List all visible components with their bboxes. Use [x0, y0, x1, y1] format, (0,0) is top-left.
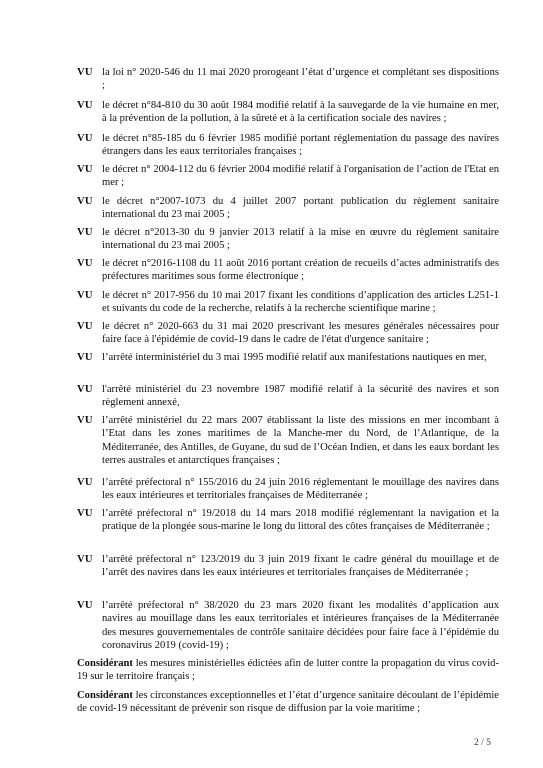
vu-item	[77, 289, 499, 316]
vu-text: le décret n°2013-30 du 9 janvier 2013 relatif à la mise en œuvre du règlement sanitaire international du 23 mai 2005 ;	[102, 227, 499, 252]
vu-item	[77, 132, 499, 159]
vu-item	[77, 226, 499, 253]
considerant-item	[77, 657, 499, 684]
vu-item	[77, 507, 499, 534]
vu-text: le décret n° 2004-112 du 6 février 2004 modifié relatif à l'organisation de l’action de l'Etat en mer ;	[102, 164, 499, 189]
vu-item	[77, 351, 499, 364]
vu-text: le décret n°85-185 du 6 février 1985 modifié portant réglementation du passage des navires étrangers dans les eaux territoriales françaises ;	[102, 133, 499, 158]
vu-text: l’arrêté interministériel du 3 mai 1995 modifié relatif aux manifestations nautiques en mer,	[102, 352, 487, 363]
vu-text: le décret n° 2020-663 du 31 mai 2020 prescrivant les mesures générales nécessaires pour faire face à l'épidémie de covid-19 dans le cadre de l'état d'urgence sanitaire ;	[102, 321, 499, 346]
vu-text: la loi n° 2020-546 du 11 mai 2020 prorogeant l’état d’urgence et complétant ses dispositions ;	[102, 67, 499, 92]
vu-text: l’arrêté préfectoral n° 38/2020 du 23 mars 2020 fixant les modalités d’application aux navires au mouillage dans les eaux territoriales et intérieures françaises de la Méditerranée des mesures gouvernementales de contrôle sanitaire décidées pour faire face à l’épidémie du coronavirus 2019 (covid-19) ;	[102, 600, 499, 652]
vu-label: VU	[77, 554, 93, 565]
vu-label: VU	[77, 133, 93, 144]
vu-item	[77, 553, 499, 580]
vu-label: VU	[77, 600, 93, 611]
vu-label: VU	[77, 508, 93, 519]
vu-item	[77, 414, 499, 468]
considerant-text: les circonstances exceptionnelles et l’état d’urgence sanitaire découlant de l’épidémie de covid-19 nécessitant de prévenir son risque de diffusion par la voie maritime ;	[77, 690, 499, 715]
considerant-label: Considérant	[77, 658, 133, 669]
vu-label: VU	[77, 67, 93, 78]
vu-label: VU	[77, 384, 93, 395]
vu-item	[77, 599, 499, 653]
vu-text: l’arrêté préfectoral n° 19/2018 du 14 mars 2018 modifié réglementant la navigation et la pratique de la plongée sous-marine le long du littoral des côtes françaises de Méditerranée ;	[102, 508, 499, 533]
vu-text: le décret n° 2017-956 du 10 mai 2017 fixant les conditions d’application des articles L251-1 et suivants du code de la recherche, relatifs à la recherche scientifique marine ;	[102, 290, 499, 315]
vu-item	[77, 320, 499, 347]
vu-text: l’arrêté ministériel du 22 mars 2007 établissant la liste des missions en mer incombant à l’Etat dans les zones maritimes de la Manche-mer du Nord, de l’Atlantique, de la Méditerranée, des Antilles, de Guyane, du sud de l’Océan Indien, et dans les eaux bordant les terres australes et antarctiques françaises ;	[102, 415, 499, 467]
vu-item	[77, 66, 499, 93]
vu-text: le décret n°2007-1073 du 4 juillet 2007 portant publication du règlement sanitaire international du 23 mai 2005 ;	[102, 196, 499, 221]
page-number: 2 / 5	[474, 738, 491, 748]
vu-label: VU	[77, 258, 93, 269]
vu-item	[77, 195, 499, 222]
vu-label: VU	[77, 100, 93, 111]
vu-label: VU	[77, 196, 93, 207]
vu-item	[77, 163, 499, 190]
vu-text: le décret n°2016-1108 du 11 août 2016 portant création de recueils d’actes administratifs des préfectures maritimes sous forme électronique ;	[102, 258, 499, 283]
vu-text: le décret n°84-810 du 30 août 1984 modifié relatif à la sauvegarde de la vie humaine en mer, à la prévention de la pollution, à la sûreté et à la certification sociale des navires ;	[102, 100, 499, 125]
vu-label: VU	[77, 352, 93, 363]
considerant-text: les mesures ministérielles édictées afin de lutter contre la propagation du virus covid-19 sur le territoire français ;	[77, 658, 499, 683]
vu-item	[77, 383, 499, 410]
vu-label: VU	[77, 415, 93, 426]
vu-label: VU	[77, 227, 93, 238]
considerant-label: Considérant	[77, 690, 133, 701]
vu-label: VU	[77, 164, 93, 175]
vu-item	[77, 99, 499, 126]
vu-item	[77, 476, 499, 503]
vu-text: l'arrêté ministériel du 23 novembre 1987 modifié relatif à la sécurité des navires et son règlement annexé,	[102, 384, 499, 409]
vu-text: l’arrêté préfectoral n° 155/2016 du 24 juin 2016 réglementant le mouillage des navires dans les eaux intérieures et territoriales françaises de Méditerranée ;	[102, 477, 499, 502]
considerant-item	[77, 689, 499, 716]
vu-label: VU	[77, 321, 93, 332]
vu-label: VU	[77, 477, 93, 488]
vu-label: VU	[77, 290, 93, 301]
vu-text: l’arrêté préfectoral n° 123/2019 du 3 juin 2019 fixant le cadre général du mouillage et de l’arrêt des navires dans les eaux intérieures et territoriales françaises de Méditerranée ;	[102, 554, 499, 579]
vu-item	[77, 257, 499, 284]
